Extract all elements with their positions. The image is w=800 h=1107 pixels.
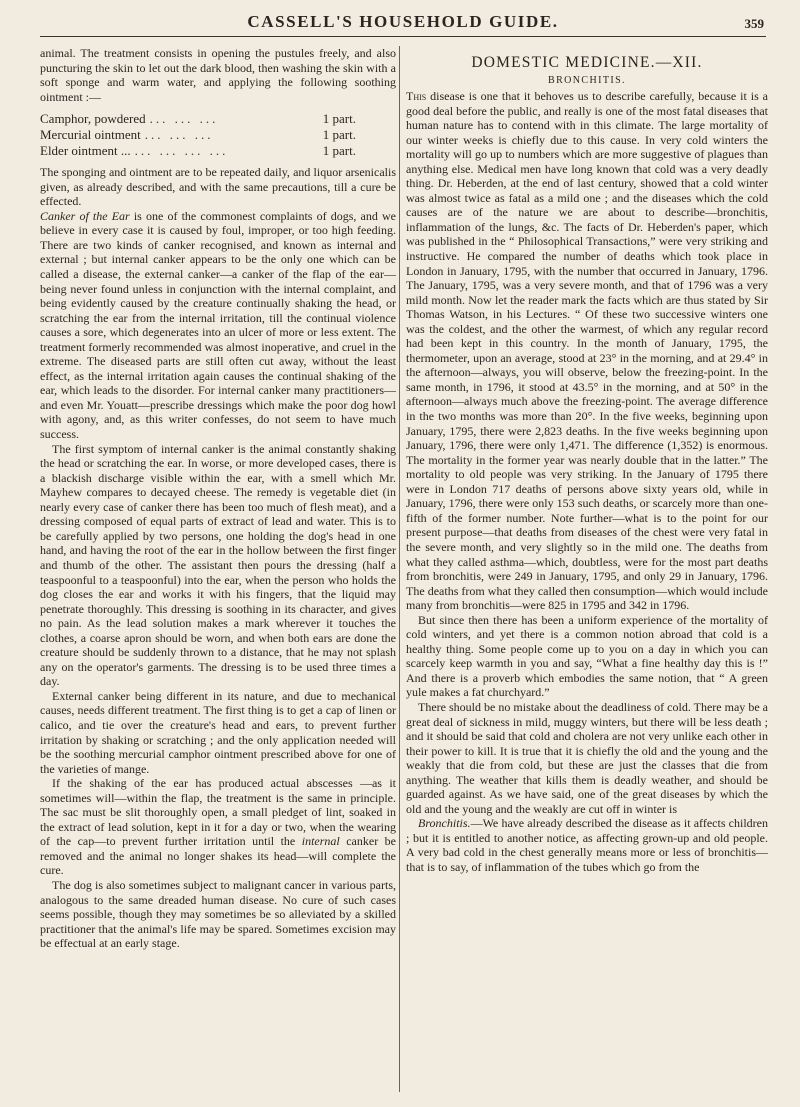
paragraph-intro: [406, 89, 768, 613]
recipe-quantity: 1 part.: [322, 111, 356, 127]
paragraph: The dog is also sometimes subject to malignant cancer in various parts, analogous to the same dreaded human disease. No cure of such cases seems possible, though they may sometimes be so alleviated by a skilled practitioner that the animal's life may be spared. Sometimes excision may be effectual at an early stage.: [40, 877, 396, 951]
running-head: [40, 10, 766, 37]
column-divider: [399, 46, 400, 1092]
paragraph-canker: [40, 209, 396, 442]
emphasis-internal: internal: [301, 834, 340, 849]
paragraph: But since then there has been a uniform experience of the mortality of cold winters, and yet there is a common notion abroad that cold is a healthy thing. Some people come up to you on a day in which you can scarcely keep warmth in you and say, “What a fine healthy day this is !” And there is a proverb which embodies the same notion, that “ A green yule makes a fat churchyard.”: [406, 612, 768, 700]
paragraph-text: —We have already described the disease as it affects children ; but it is entitled to another notice, as affecting grown-up and old people. A very bad cold in the chest generally means more or less of bronchitis—that is to say, of inflammation of the tubes which go from the: [406, 816, 768, 874]
paragraph: External canker being different in its nature, and due to mechanical causes, needs different treatment. The first thing is to get a cap of linen or calico, and tie over the creature's head and ears, to prevent further irritation by shaking or scratching ; and the only application needed will be the soothing mercurial camphor ointment prescribed above for one of the varieties of mange.: [40, 688, 396, 776]
paragraph: The first symptom of internal canker is the animal constantly shaking the head or scratching the ear. In worse, or more developed cases, there is a blackish discharge visible within the ear, with a smell which Mr. Mayhew compares to decayed cheese. The remedy is vegetable diet (in nearly every case of canker there has been too much of flesh meat), and a dressing composed of equal parts of extract of lead and water. This is to be carefully applied by two persons, one holding the dog's head in one hand, and having the root of the ear in the hollow between the first finger and thumb of the other. The assistant then pours the dressing (half a teaspoonful to a teaspoonful) into the ear, when the person who holds the dog closes the ear and works it with his fingers, that the liquid may penetrate thoroughly. This dressing is soothing in its character, and gives no pain. As the lead solution makes a mark wherever it touches the clothes, a coarse apron should be worn, and when both ears are done the creature should be suddenly thrown to a distance, that he may not splash any on the operator's garments. The dressing is to be used three times a day.: [40, 441, 396, 689]
paragraph-bronchitis: [406, 816, 768, 874]
recipe-ingredient: Mercurial ointment: [40, 127, 141, 143]
paragraph-abscess: [40, 776, 396, 878]
lead-word: This: [406, 89, 427, 103]
recipe-row: [40, 143, 396, 159]
recipe-row: [40, 127, 396, 143]
paragraph-text: is one of the commonest complaints of dogs, and we believe in every case it is caused by foul, improper, or too high feeding. There are two kinds of canker recognised, and known as internal and external ; but internal canker appears to be the only one which can be called a disease, the external canker—a canker of the flap of the ear—being never found unless in conjunction with the internal complaint, and being evidently caused by the creature continually shaking the head, or scratching the ear from the internal irritation, till the continual violence causes a sore, which degenerates into an ulcer of more or less extent. The treatment formerly recommended was almost inoperative, and cruel in the extreme. The diseased parts are still often cut away, without the least effect, as the internal irritation again causes the continual shaking of the ear, which leads to the disorder. For internal canker many practitioners—and even Mr. Youatt—prescribe dressings which make the poor dog howl with agony, and, as this writer confesses, do not seem to have much success.: [40, 208, 396, 442]
ointment-recipe: [40, 111, 396, 159]
subheading-canker-of-the-ear: Canker of the Ear: [40, 208, 130, 223]
paragraph-text: canker be removed and the animal no longer shakes its head—will complete the cure.: [40, 834, 396, 878]
paragraph-text: If the shaking of the ear has produced actual abscesses —as it sometimes will—within the flap, the treatment is the same in principle. The sac must be slit thoroughly open, a small pledget of lint, soaked in the extract of lead solution, kept in it for a day or two, when the wearing of the cap—to prevent further irritation until the: [40, 776, 396, 849]
recipe-quantity: 1 part.: [322, 143, 356, 159]
page-number: 359: [744, 16, 764, 31]
paragraph-text: disease is one that it behoves us to describe carefully, because it is a good deal before the public, and really is one of the most fatal diseases that human nature has to contend with in this climate. The large mortality of our winter weeks is chiefly due to this cause. In very cold winters the mortality will go up to numbers which are more suggestive of plagues than anything else. Medical men have long known that cold was a very deadly thing. Dr. Heberden, at the end of last century, showed that a cold winter was almost twice as fatal as a mild one ; and the diseases which the cold causes are of the nature we are about to describe—bronchitis, inflammation of the lungs, &c. The facts of Dr. Heberden's paper, which was published in the “ Philosophical Transactions,” were very striking and instructive. He compared the number of deaths which took place in London in January, 1795, with the number that occurred in January, 1796. The January, 1795, was a very severe month, and that of 1796 was a very mild month. Now let the reader mark the facts which are thus stated by Sir Thomas Watson, in his Lectures. “ Of these two successive winters one was the coldest, and the other the warmest, of which any regular record had been kept in this country. In the month of January, 1795, the thermometer, upon an average, stood at 23° in the morning, and at 29.4° in the afternoon—always, you will observe, below the freezing-point. In the same month, in 1796, it stood at 43.5° in the morning, and at 50° in the afternoon—always much above the freezing-point. The average difference in the two months was more than 20°. In the five weeks, beginning upon January, 1795, there were 2,823 deaths. In the five weeks beginning upon January, 1796, there were only 1,471. The difference (1,352) is enormous. The mortality in the former year was nearly double that in the latter.” The mortality to old people was very striking. In the January of 1795 there were in London 717 deaths of persons above sixty years old, while in January, 1796, there were only 153 such deaths, or scarcely more than one-fifth of the former number. Note further—what is to the point for our present purpose—that deaths from diseases of the chest were very fatal in the severe month, and very slightly so in the mild one. The deaths from what they called asthma—which, doubtless, were for the most part deaths from bronchitis, were 249 in January, 1795, and only 29 in January, 1796. The deaths from what they called then consumption—which would include many from bronchitis—were 825 in 1795 and 342 in 1796.: [406, 89, 768, 613]
running-title: CASSELL'S HOUSEHOLD GUIDE.: [247, 12, 559, 31]
right-column: [406, 46, 768, 875]
recipe-ingredient: Elder ointment ...: [40, 143, 131, 159]
section-subtitle: BRONCHITIS.: [548, 75, 626, 86]
section-title: DOMESTIC MEDICINE.—XII.: [471, 54, 703, 71]
recipe-quantity: 1 part.: [322, 127, 356, 143]
recipe-leader: ... ... ...: [149, 111, 219, 127]
paragraph: animal. The treatment consists in opening the pustules freely, and also puncturing the skin to let out the dark blood, then washing the skin with a soft sponge and warm water, and applying the following soothing ointment :—: [40, 46, 396, 104]
recipe-leader: ... ... ...: [144, 127, 214, 143]
left-column: [40, 46, 396, 951]
recipe-ingredient: Camphor, powdered: [40, 111, 146, 127]
paragraph: The sponging and ointment are to be repeated daily, and liquor arsenicalis given, as already described, and with the same precautions, till a cure be effected.: [40, 165, 396, 209]
recipe-row: [40, 111, 396, 127]
subheading-bronchitis: Bronchitis.: [418, 816, 471, 831]
paragraph: There should be no mistake about the deadliness of cold. There may be a great deal of sickness in mild, muggy winters, but there will be less death ; and it should be said that cold and cholera are not very unlike each other in their power to kill. It is true that it is chiefly the old and the young and the weakly that die from cold, but these are just the classes that die from anything. The weather that kills them is deadly weather, and should be guarded against. As we have said, one of the great diseases by which the old and the young and the weakly are cut off in winter is: [406, 699, 768, 816]
recipe-leader: ... ... ... ...: [134, 143, 229, 159]
